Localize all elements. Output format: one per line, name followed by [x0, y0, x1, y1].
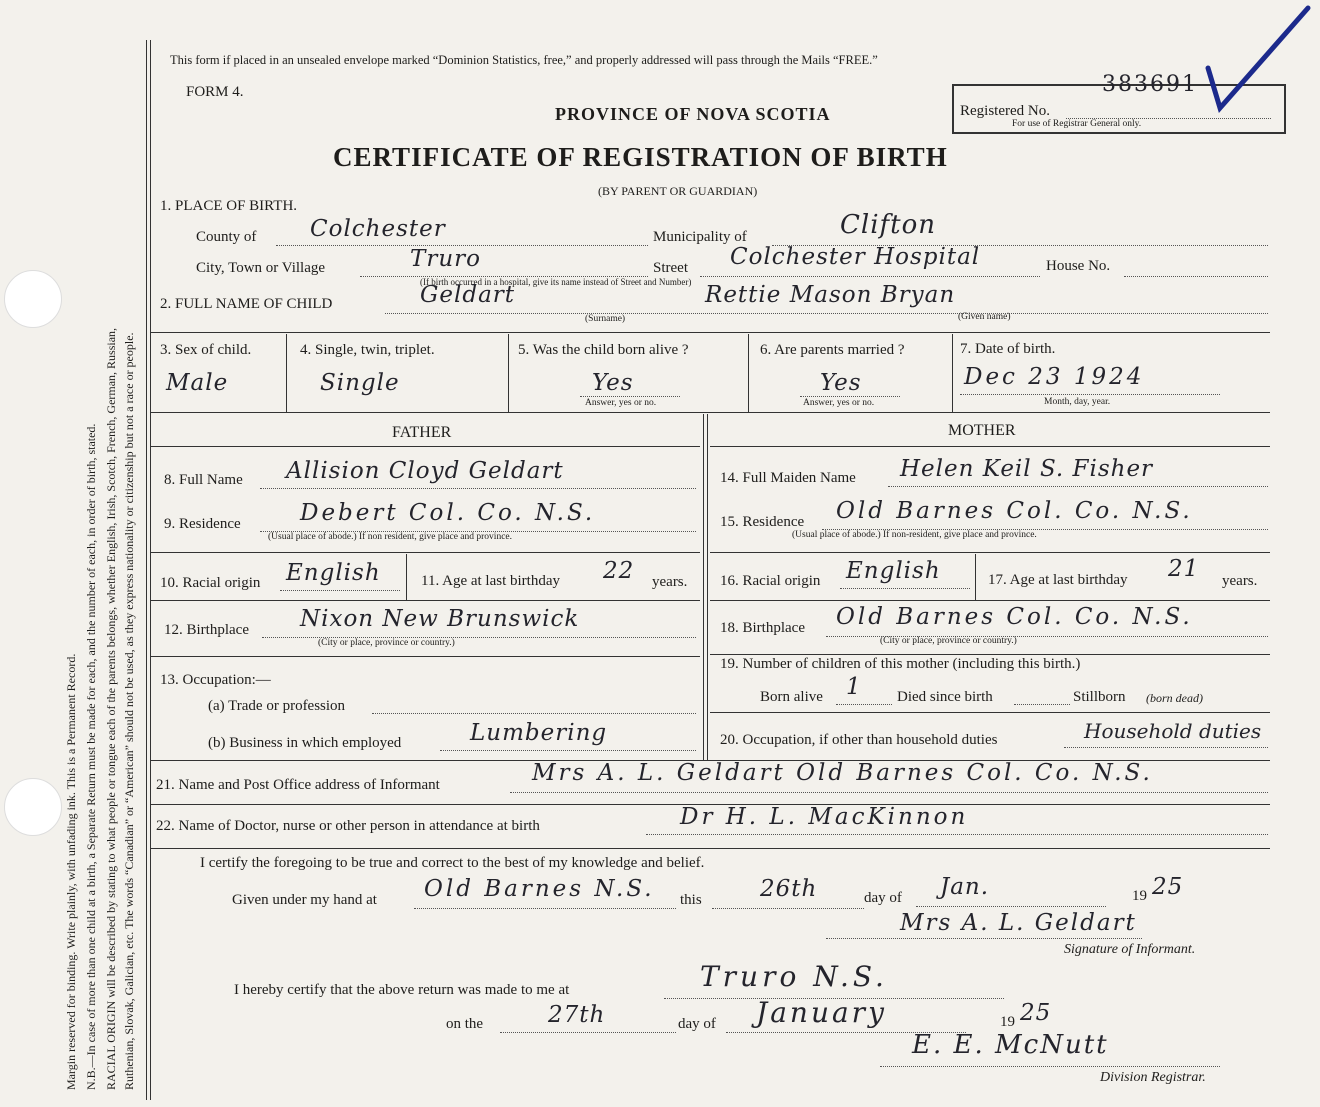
stillborn-label: Stillborn [1073, 689, 1126, 705]
father-name-label: 8. Full Name [164, 472, 243, 488]
mother-residence-value: Old Barnes Col. Co. N.S. [836, 498, 1193, 524]
doctor-value: Dr H. L. MacKinnon [680, 804, 969, 830]
child-surname: Geldart [420, 282, 516, 308]
child-name-label: 2. FULL NAME OF CHILD [160, 296, 333, 312]
mother-birthplace-caption: (City or place, province or country.) [880, 636, 1017, 646]
margin-note-multiple-births: N.B.—In case of more than one child at a birth, a Separate Return must be made for each, and the number of each, in order of birth, stated. [84, 423, 98, 1090]
signature-caption: Signature of Informant. [1064, 942, 1196, 957]
registrar-use-note: For use of Registrar General only. [1012, 119, 1142, 129]
father-occupation-label: 13. Occupation:— [160, 672, 271, 688]
mother-race-value: English [846, 558, 941, 584]
born-alive-value: Yes [592, 370, 634, 396]
reg-day-of-label: day of [678, 1016, 716, 1032]
dob-caption: Month, day, year. [1044, 397, 1111, 407]
died-since-birth-label: Died since birth [897, 689, 993, 705]
reg-year-prefix: 19 [1000, 1014, 1015, 1030]
father-residence-caption: (Usual place of abode.) If non resident, give place and province. [268, 532, 512, 542]
married-answer-caption: Answer, yes or no. [803, 398, 875, 408]
given-month-value: Jan. [940, 874, 990, 900]
parents-married-label: 6. Are parents married ? [760, 342, 905, 358]
mother-birthplace-label: 18. Birthplace [720, 620, 805, 636]
mother-race-label: 16. Racial origin [720, 573, 821, 589]
date-of-birth-value: Dec 23 1924 [964, 364, 1145, 390]
doctor-label: 22. Name of Doctor, nurse or other person in attendance at birth [156, 818, 540, 834]
registered-label: Registered No. [960, 103, 1050, 119]
father-name-value: Allision Cloyd Geldart [286, 458, 564, 484]
father-birthplace-label: 12. Birthplace [164, 622, 249, 638]
given-year-value: 25 [1152, 874, 1184, 900]
father-years-label: years. [652, 574, 688, 590]
father-residence-value: Debert Col. Co. N.S. [300, 500, 596, 526]
mother-heading: MOTHER [948, 422, 1016, 439]
father-age-label: 11. Age at last birthday [421, 573, 560, 589]
street-label: Street [653, 260, 688, 276]
city-label: City, Town or Village [196, 260, 326, 276]
year-prefix: 19 [1132, 888, 1147, 904]
rule-before-parents [150, 412, 1270, 413]
surname-caption: (Surname) [585, 314, 626, 324]
registrar-month-value: January [756, 996, 887, 1029]
street-value: Colchester Hospital [730, 244, 981, 270]
father-business-value: Lumbering [470, 720, 608, 746]
margin-note-racial-origin: RACIAL ORIGIN will be described by stating to what people or tongue each of the parents belongs, whether English, Irish, Scotch, French, German, Russian, [104, 327, 118, 1090]
parents-married-value: Yes [820, 370, 862, 396]
born-alive-count-label: Born alive [760, 689, 823, 705]
father-trade-label: (a) Trade or profession [208, 698, 346, 714]
municipality-value: Clifton [840, 210, 936, 240]
father-race-label: 10. Racial origin [160, 575, 261, 591]
given-name-caption: (Given name) [958, 312, 1011, 322]
born-alive-label: 5. Was the child born alive ? [518, 342, 689, 358]
father-race-value: English [286, 560, 381, 586]
parents-divider-inner [707, 414, 708, 760]
margin-note-racial-origin-cont: Ruthenian, Slovak, Galician, etc. The words “Canadian” or “American” should not be used, as they express nationality or citizenship but not a race or people. [122, 332, 136, 1090]
date-of-birth-label: 7. Date of birth. [960, 341, 1056, 357]
given-under-label: Given under my hand at [232, 892, 377, 908]
punch-hole-top [4, 270, 62, 328]
informant-label: 21. Name and Post Office address of Informant [156, 777, 440, 793]
informant-signature: Mrs A. L. Geldart [900, 910, 1137, 936]
punch-hole-bottom [4, 778, 62, 836]
check-mark-icon [1200, 0, 1320, 115]
this-label: this [680, 892, 702, 908]
children-count-label: 19. Number of children of this mother (including this birth.) [720, 656, 1081, 672]
mother-name-label: 14. Full Maiden Name [720, 470, 856, 486]
registered-number: 383691 [1102, 72, 1198, 97]
mother-residence-caption: (Usual place of abode.) If non-resident, give place and province. [792, 530, 1037, 540]
alive-answer-caption: Answer, yes or no. [585, 398, 657, 408]
stillborn-caption: (born dead) [1146, 691, 1203, 705]
place-of-birth-label: 1. PLACE OF BIRTH. [160, 198, 298, 214]
province-heading: PROVINCE OF NOVA SCOTIA [555, 104, 831, 124]
page-subtitle: (BY PARENT OR GUARDIAN) [598, 184, 758, 198]
given-day-value: 26th [760, 876, 818, 902]
mother-years-label: years. [1222, 573, 1258, 589]
informant-value: Mrs A. L. Geldart Old Barnes Col. Co. N.S. [532, 760, 1153, 786]
sex-label: 3. Sex of child. [160, 342, 252, 358]
certify-statement: I certify the foregoing to be true and correct to the best of my knowledge and belief. [200, 855, 705, 871]
sex-value: Male [166, 370, 229, 396]
child-given-name: Rettie Mason Bryan [705, 282, 956, 308]
hospital-note: (If birth occurred in a hospital, give its name instead of Street and Number) [420, 277, 692, 287]
born-alive-count-value: 1 [846, 674, 862, 700]
given-place-value: Old Barnes N.S. [424, 876, 655, 902]
registrar-day-value: 27th [548, 1002, 606, 1028]
mother-occupation-value: Household duties [1084, 719, 1262, 743]
father-birthplace-caption: (City or place, province or country.) [318, 638, 455, 648]
county-value: Colchester [310, 216, 446, 242]
mother-birthplace-value: Old Barnes Col. Co. N.S. [836, 604, 1193, 630]
registrar-certify-label: I hereby certify that the above return was made to me at [234, 982, 570, 998]
registrar-place-value: Truro N.S. [700, 960, 888, 993]
plurality-value: Single [320, 370, 400, 396]
mother-residence-label: 15. Residence [720, 514, 805, 530]
left-border [146, 40, 147, 1100]
day-of-label: day of [864, 890, 902, 906]
mother-age-label: 17. Age at last birthday [988, 572, 1128, 588]
mail-note: This form if placed in an unsealed envelope marked “Dominion Statistics, free,” and properly addressed will pass through the Mails “FREE.” [170, 53, 878, 67]
city-value: Truro [410, 246, 481, 272]
margin-note-binding: Margin reserved for binding. Write plainly, with unfading ink. This is a Permanent Record. [64, 653, 78, 1090]
on-the-label: on the [446, 1016, 484, 1032]
parents-divider [703, 414, 704, 760]
municipality-label: Municipality of [653, 229, 747, 245]
mother-age-value: 21 [1168, 556, 1200, 582]
left-border-inner [150, 40, 151, 1100]
plurality-label: 4. Single, twin, triplet. [300, 342, 435, 358]
father-age-value: 22 [603, 558, 635, 584]
registrar-caption: Division Registrar. [1100, 1070, 1206, 1085]
house-number-label: House No. [1046, 258, 1111, 274]
registrar-year-value: 25 [1020, 1000, 1052, 1026]
father-residence-label: 9. Residence [164, 516, 241, 532]
rule-after-name [150, 332, 1270, 333]
form-number: FORM 4. [186, 84, 244, 100]
page-title: CERTIFICATE OF REGISTRATION OF BIRTH [333, 142, 948, 172]
county-label: County of [196, 229, 257, 245]
mother-occupation-label: 20. Occupation, if other than household duties [720, 732, 998, 748]
father-business-label: (b) Business in which employed [208, 735, 402, 751]
registrar-signature: E. E. McNutt [912, 1030, 1109, 1060]
mother-name-value: Helen Keil S. Fisher [900, 456, 1154, 482]
father-birthplace-value: Nixon New Brunswick [300, 606, 580, 632]
father-heading: FATHER [392, 424, 452, 441]
